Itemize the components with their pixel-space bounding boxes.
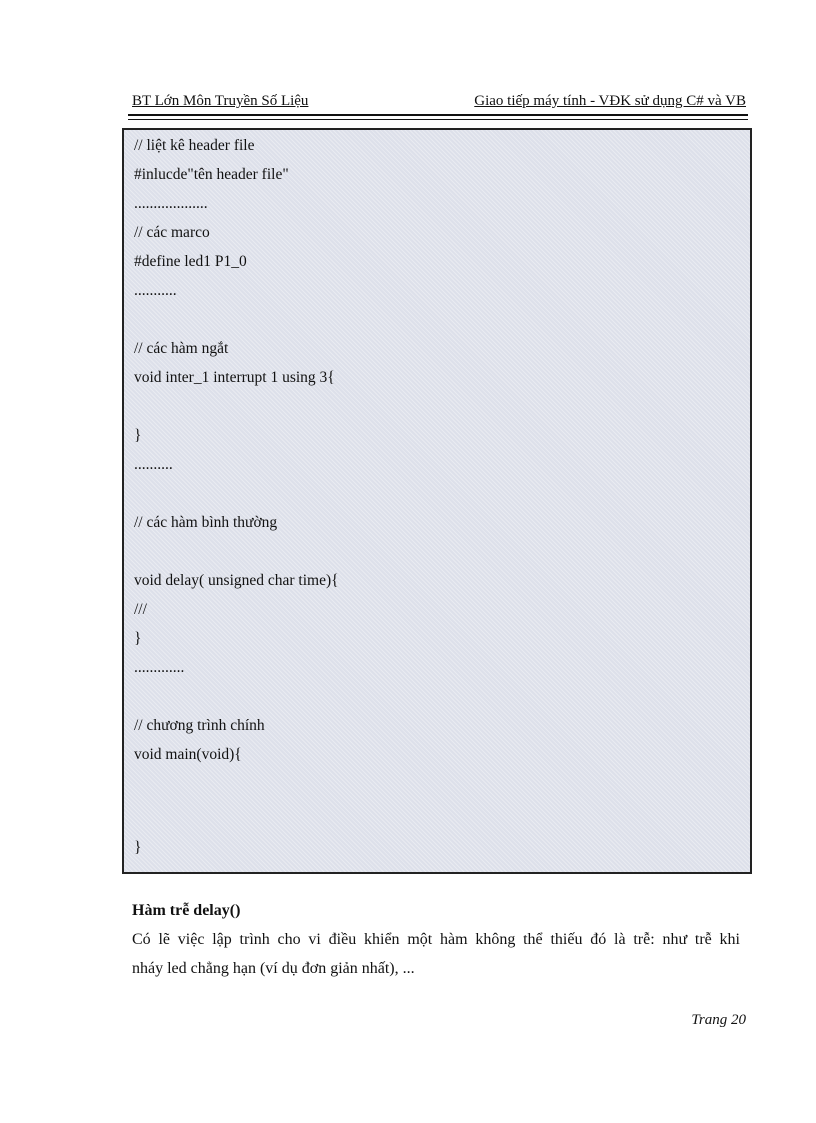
header-topic-title: Giao tiếp máy tính - VĐK sử dụng C# và VB (474, 93, 746, 109)
code-line: // liệt kê header file (134, 137, 255, 154)
code-line: ................... (134, 195, 208, 212)
code-line: } (134, 630, 142, 647)
code-line: // các hàm bình thường (134, 514, 278, 531)
header-rule-thick (128, 114, 748, 116)
code-line: /// (134, 601, 147, 618)
code-line: // các hàm ngắt (134, 340, 229, 357)
code-line: void inter_1 interrupt 1 using 3{ (134, 369, 335, 386)
header-course-title: BT Lớn Môn Truyền Số Liệu (132, 93, 309, 109)
code-line: ........... (134, 282, 177, 299)
section-title: Hàm trễ delay() (132, 902, 241, 919)
code-line: void main(void){ (134, 746, 242, 763)
code-line: .......... (134, 456, 173, 473)
code-line: void delay( unsigned char time){ (134, 572, 339, 589)
code-line: #define led1 P1_0 (134, 253, 247, 270)
code-line: } (134, 427, 142, 444)
page-number: Trang 20 (691, 1012, 746, 1028)
code-line: ............. (134, 659, 185, 676)
page-header (132, 93, 746, 115)
code-line: } (134, 839, 142, 856)
header-rule-thin (128, 119, 748, 120)
code-line: // chương trình chính (134, 717, 265, 734)
code-block (122, 128, 752, 874)
code-line: // các marco (134, 224, 210, 241)
code-line: #inlucde"tên header file" (134, 166, 289, 183)
paragraph-line: nháy led chẳng hạn (ví dụ đơn giản nhất), ... (132, 960, 415, 977)
paragraph-line: Có lẽ việc lập trình cho vi điều khiển một hàm không thể thiếu đó là trễ: như trễ khi (132, 931, 740, 948)
